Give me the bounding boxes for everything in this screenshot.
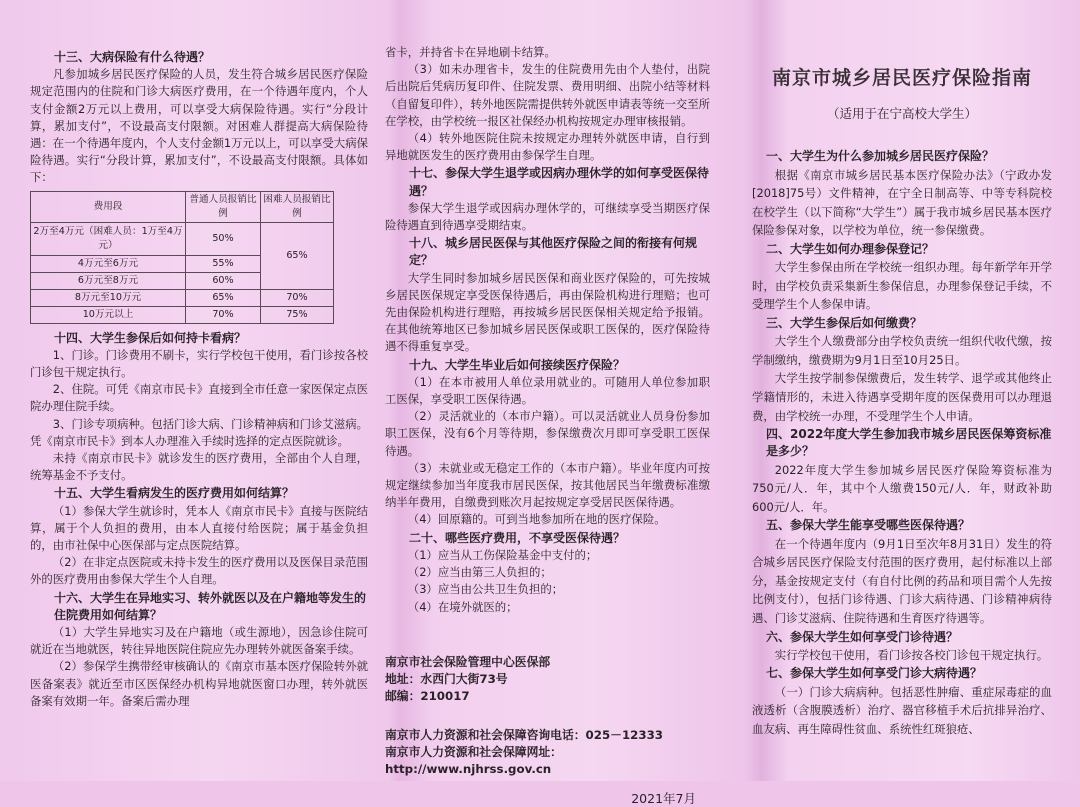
section-14-title: 十四、大学生参保后如何持卡看病？	[54, 330, 247, 345]
cell-range: 2万至4万元（困难人员：1万至4万元）	[31, 222, 186, 255]
cost-table	[30, 191, 334, 324]
cell-hard: 70%	[261, 289, 334, 306]
section-18-p1: 大学生同时参加城乡居民医保和商业医疗保险的，可先按城乡居民医保规定享受医保待遇后，再由保险机构进行理赔；也可先由保险机构进行理赔，再按城乡居民医保相关规定给予报销。在其他统筹地区已参加城乡居民医保或职工医保的，医疗保险待遇不得重复享受。	[385, 270, 710, 354]
table-row	[31, 222, 334, 255]
cell-normal: 55%	[186, 255, 261, 272]
table-row	[31, 306, 334, 323]
cell-normal: 50%	[186, 222, 261, 255]
col-header-range: 费用段	[31, 191, 186, 222]
contact-phone: 南京市人力资源和社会保障咨询电话：025－12333	[385, 727, 664, 742]
question-6-title: 六、参保大学生如何享受门诊待遇？	[766, 629, 959, 644]
publish-date: 2021年7月	[631, 790, 696, 806]
section-19-p3: （3）未就业或无稳定工作的（本市户籍）。毕业年度内可按规定继续参加当年度我市居民医保，按其他居民当年缴费标准缴纳半年费用，自缴费到账次月起按规定享受居民医保待遇。	[385, 460, 710, 510]
section-20-title: 二十、哪些医疗费用，不享受医保待遇？	[409, 530, 626, 545]
section-14-p3: 3、门诊专项病种。包括门诊大病、门诊精神病和门诊艾滋病。凭《南京市民卡》到本人办理准入手续时选择的定点医院就诊。	[30, 416, 368, 448]
cell-range: 4万元至6万元	[31, 255, 186, 272]
continued-1: 省卡，并持省卡在异地刷卡结算。	[385, 45, 556, 59]
question-1-body: 根据《南京市城乡居民基本医疗保险办法》（宁政办发[2018]75号）文件精神，在宁全日制高等、中等专科院校在校学生（以下简称“大学生”）属于我市城乡居民基本医疗保险参保对象，以学校为单位，统一参保缴费。	[752, 167, 1052, 238]
contact-org: 南京市社会保险管理中心医保部	[385, 654, 551, 669]
cell-range: 8万元至10万元	[31, 289, 186, 306]
right-panel	[752, 0, 1052, 781]
section-20-item-2: （2）应当由第三人负担的；	[407, 565, 552, 580]
question-3-title: 三、大学生参保后如何缴费？	[766, 315, 923, 330]
section-17-p1: 参保大学生退学或因病办理休学的，可继续享受当期医疗保险待遇直到待遇享受期结束。	[385, 200, 710, 233]
question-1-title: 一、大学生为什么参加城乡居民医疗保险？	[766, 149, 995, 164]
section-15-p1: （1）参保大学生就诊时，凭本人《南京市民卡》直接与医院结算，属于个人负担的费用，由本人直接付给医院；属于基金负担的，由市社保中心医保部与定点医院结算。	[30, 503, 368, 553]
left-panel	[30, 0, 368, 781]
col-header-normal: 普通人员报销比例	[186, 191, 261, 222]
question-6-body: 实行学校包干使用，看门诊按各校门诊包干规定执行。	[774, 647, 1049, 662]
col-header-hard: 困难人员报销比例	[261, 191, 334, 222]
guide-subtitle: （适用于在宁高校大学生）	[826, 106, 977, 122]
section-20-item-1: （1）应当从工伤保险基金中支付的；	[407, 547, 598, 562]
section-13-title: 十三、大病保险有什么待遇？	[54, 50, 211, 64]
section-15-title: 十五、大学生看病发生的医疗费用如何结算？	[54, 486, 295, 501]
cell-normal: 65%	[186, 289, 261, 306]
contact-hotline-block	[385, 727, 710, 778]
question-2-body: 大学生参保由所在学校统一组织办理。每年新学年开学时，由学校负责采集新生参保信息，办理参保登记手续，不受理学生个人参保申请。	[752, 260, 1052, 312]
question-5-title: 五、参保大学生能享受哪些医保待遇？	[766, 518, 971, 533]
section-15-p2: （2）在非定点医院或未持卡发生的医疗费用以及医保目录范围外的医疗费用由参保大学生个人自理。	[30, 555, 368, 587]
section-16-p1: （1）大学生异地实习及在户籍地（或生源地），因急诊住院可就近在当地就医，转往异地医院住院应先办理转外就医备案手续。	[30, 625, 368, 657]
section-19-p1: （1）在本市被用人单位录用就业的。可随用人单位参加职工医保，享受职工医保待遇。	[385, 374, 710, 407]
cell-hard: 65%	[261, 222, 334, 289]
section-20-item-4: （4）在境外就医的；	[407, 599, 518, 614]
section-14-p4: 未持《南京市民卡》就诊发生的医疗费用，全部由个人自理，统筹基金不予支付。	[30, 451, 368, 483]
middle-panel	[385, 0, 710, 806]
section-19-title: 十九、大学生毕业后如何接续医疗保险？	[409, 357, 626, 372]
cost-table-header	[31, 191, 334, 222]
cell-hard: 75%	[261, 306, 334, 323]
section-19-p2: （2）灵活就业的（本市户籍）。可以灵活就业人员身份参加职工医保，没有6个月等待期，参保缴费次月即可享受职工医保待遇。	[385, 409, 710, 458]
section-14-p2: 2、住院。可凭《南京市民卡》直接到全市任意一家医保定点医院办理住院手续。	[30, 382, 368, 414]
question-3-body-2: 大学生按学制参保缴费后，发生转学、退学或其他终止学籍情形的，未进入待遇享受期年度的医保费用可以办理退费，由学校统一办理，不受理学生个人申请。	[752, 371, 1052, 423]
table-row	[31, 289, 334, 306]
section-18-title: 十八、城乡居民医保与其他医疗保险之间的衔接有何规定？	[409, 236, 698, 268]
contact-block	[385, 654, 710, 705]
cell-normal: 70%	[186, 306, 261, 323]
section-13-body: 凡参加城乡居民医疗保险的人员，发生符合城乡居民医疗保险规定范围内的住院和门诊大病医疗费用，在一个待遇年度内，个人支付金额2万元以上费用，可以享受大病保险待遇。实行“分段计算，累加支付”，不设最高支付限额。对困难人群提高大病保险待遇：在一个待遇年度内，个人支付金额1万元以上，可以享受大病保险待遇。实行“分段计算，累加支付”，不设最高支付限额。具体如下：	[30, 67, 368, 185]
question-5-body: 在一个待遇年度内（9月1日至次年8月31日）发生的符合城乡居民医疗保险支付范围的医疗费用，起付标准以上部分，基金按规定支付（有自付比例的药品和项目需个人先按比例支付），包括门诊待遇、门诊大病待遇、门诊精神病待遇、门诊艾滋病、住院待遇和生育医疗待遇等。	[752, 536, 1052, 625]
contact-address: 地址：水西门大街73号	[385, 671, 508, 686]
contact-website: 南京市人力资源和社会保障网址：http://www.njhrss.gov.cn	[385, 744, 562, 776]
question-4-body: 2022年度大学生参加城乡居民医疗保险筹资标准为750元/人．年，其中个人缴费150元/人．年，财政补助600元/人．年。	[752, 462, 1052, 514]
question-3-body-1: 大学生个人缴费部分由学校负责统一组织代收代缴，按学制缴纳，缴费期为9月1日至10月25日。	[752, 334, 1052, 367]
cell-normal: 60%	[186, 272, 261, 289]
cell-range: 10万元以上	[31, 306, 186, 323]
section-14-p1: 1、门诊。门诊费用不刷卡，实行学校包干使用，看门诊按各校门诊包干规定执行。	[30, 347, 368, 380]
section-20-item-3: （3）应当由公共卫生负担的；	[407, 582, 564, 597]
section-16-p2: （2）参保学生携带经审核确认的《南京市基本医疗保险转外就医备案表》就近至市区医保经办机构异地就医窗口办理，转外就医备案有效期一年。备案后需办理	[30, 659, 368, 708]
section-19-p4: （4）回原籍的。可到当地参加所在地的医疗保险。	[407, 512, 666, 527]
cell-range: 6万元至8万元	[31, 272, 186, 289]
section-17-title: 十七、参保大学生退学或因病办理休学的如何享受医保待遇？	[409, 166, 710, 198]
guide-title: 南京市城乡居民医疗保险指南	[771, 67, 1032, 89]
question-7-body: （一）门诊大病病种。包括恶性肿瘤、重症尿毒症的血液透析（含腹膜透析）治疗、器官移植手术后抗排异治疗、血友病、再生障碍性贫血、系统性红斑狼疮、	[752, 684, 1052, 736]
section-16-title: 十六、大学生在异地实习、转外就医以及在户籍地等发生的住院费用如何结算？	[54, 590, 367, 622]
contact-zipcode: 邮编：210017	[385, 688, 470, 703]
question-4-title: 四、2022年度大学生参加我市城乡居民医保筹资标准是多少？	[766, 427, 1052, 459]
continued-3: （4）转外地医院住院未按规定办理转外就医申请，自行到异地就医发生的医疗费用由参保学生自理。	[385, 131, 710, 163]
continued-2: （3）如未办理省卡，发生的住院费用先由个人垫付，出院后出院后凭病历复印件、住院发票、费用明细、出院小结等材料（自留复印件），转外地医院需提供转外就医申请表等统一交至所在学校，由学校统一报区社保经办机构按规定办理审核报销。	[385, 62, 710, 128]
question-7-title: 七、参保大学生如何享受门诊大病待遇？	[766, 666, 983, 681]
question-2-title: 二、大学生如何办理参保登记？	[766, 241, 935, 256]
